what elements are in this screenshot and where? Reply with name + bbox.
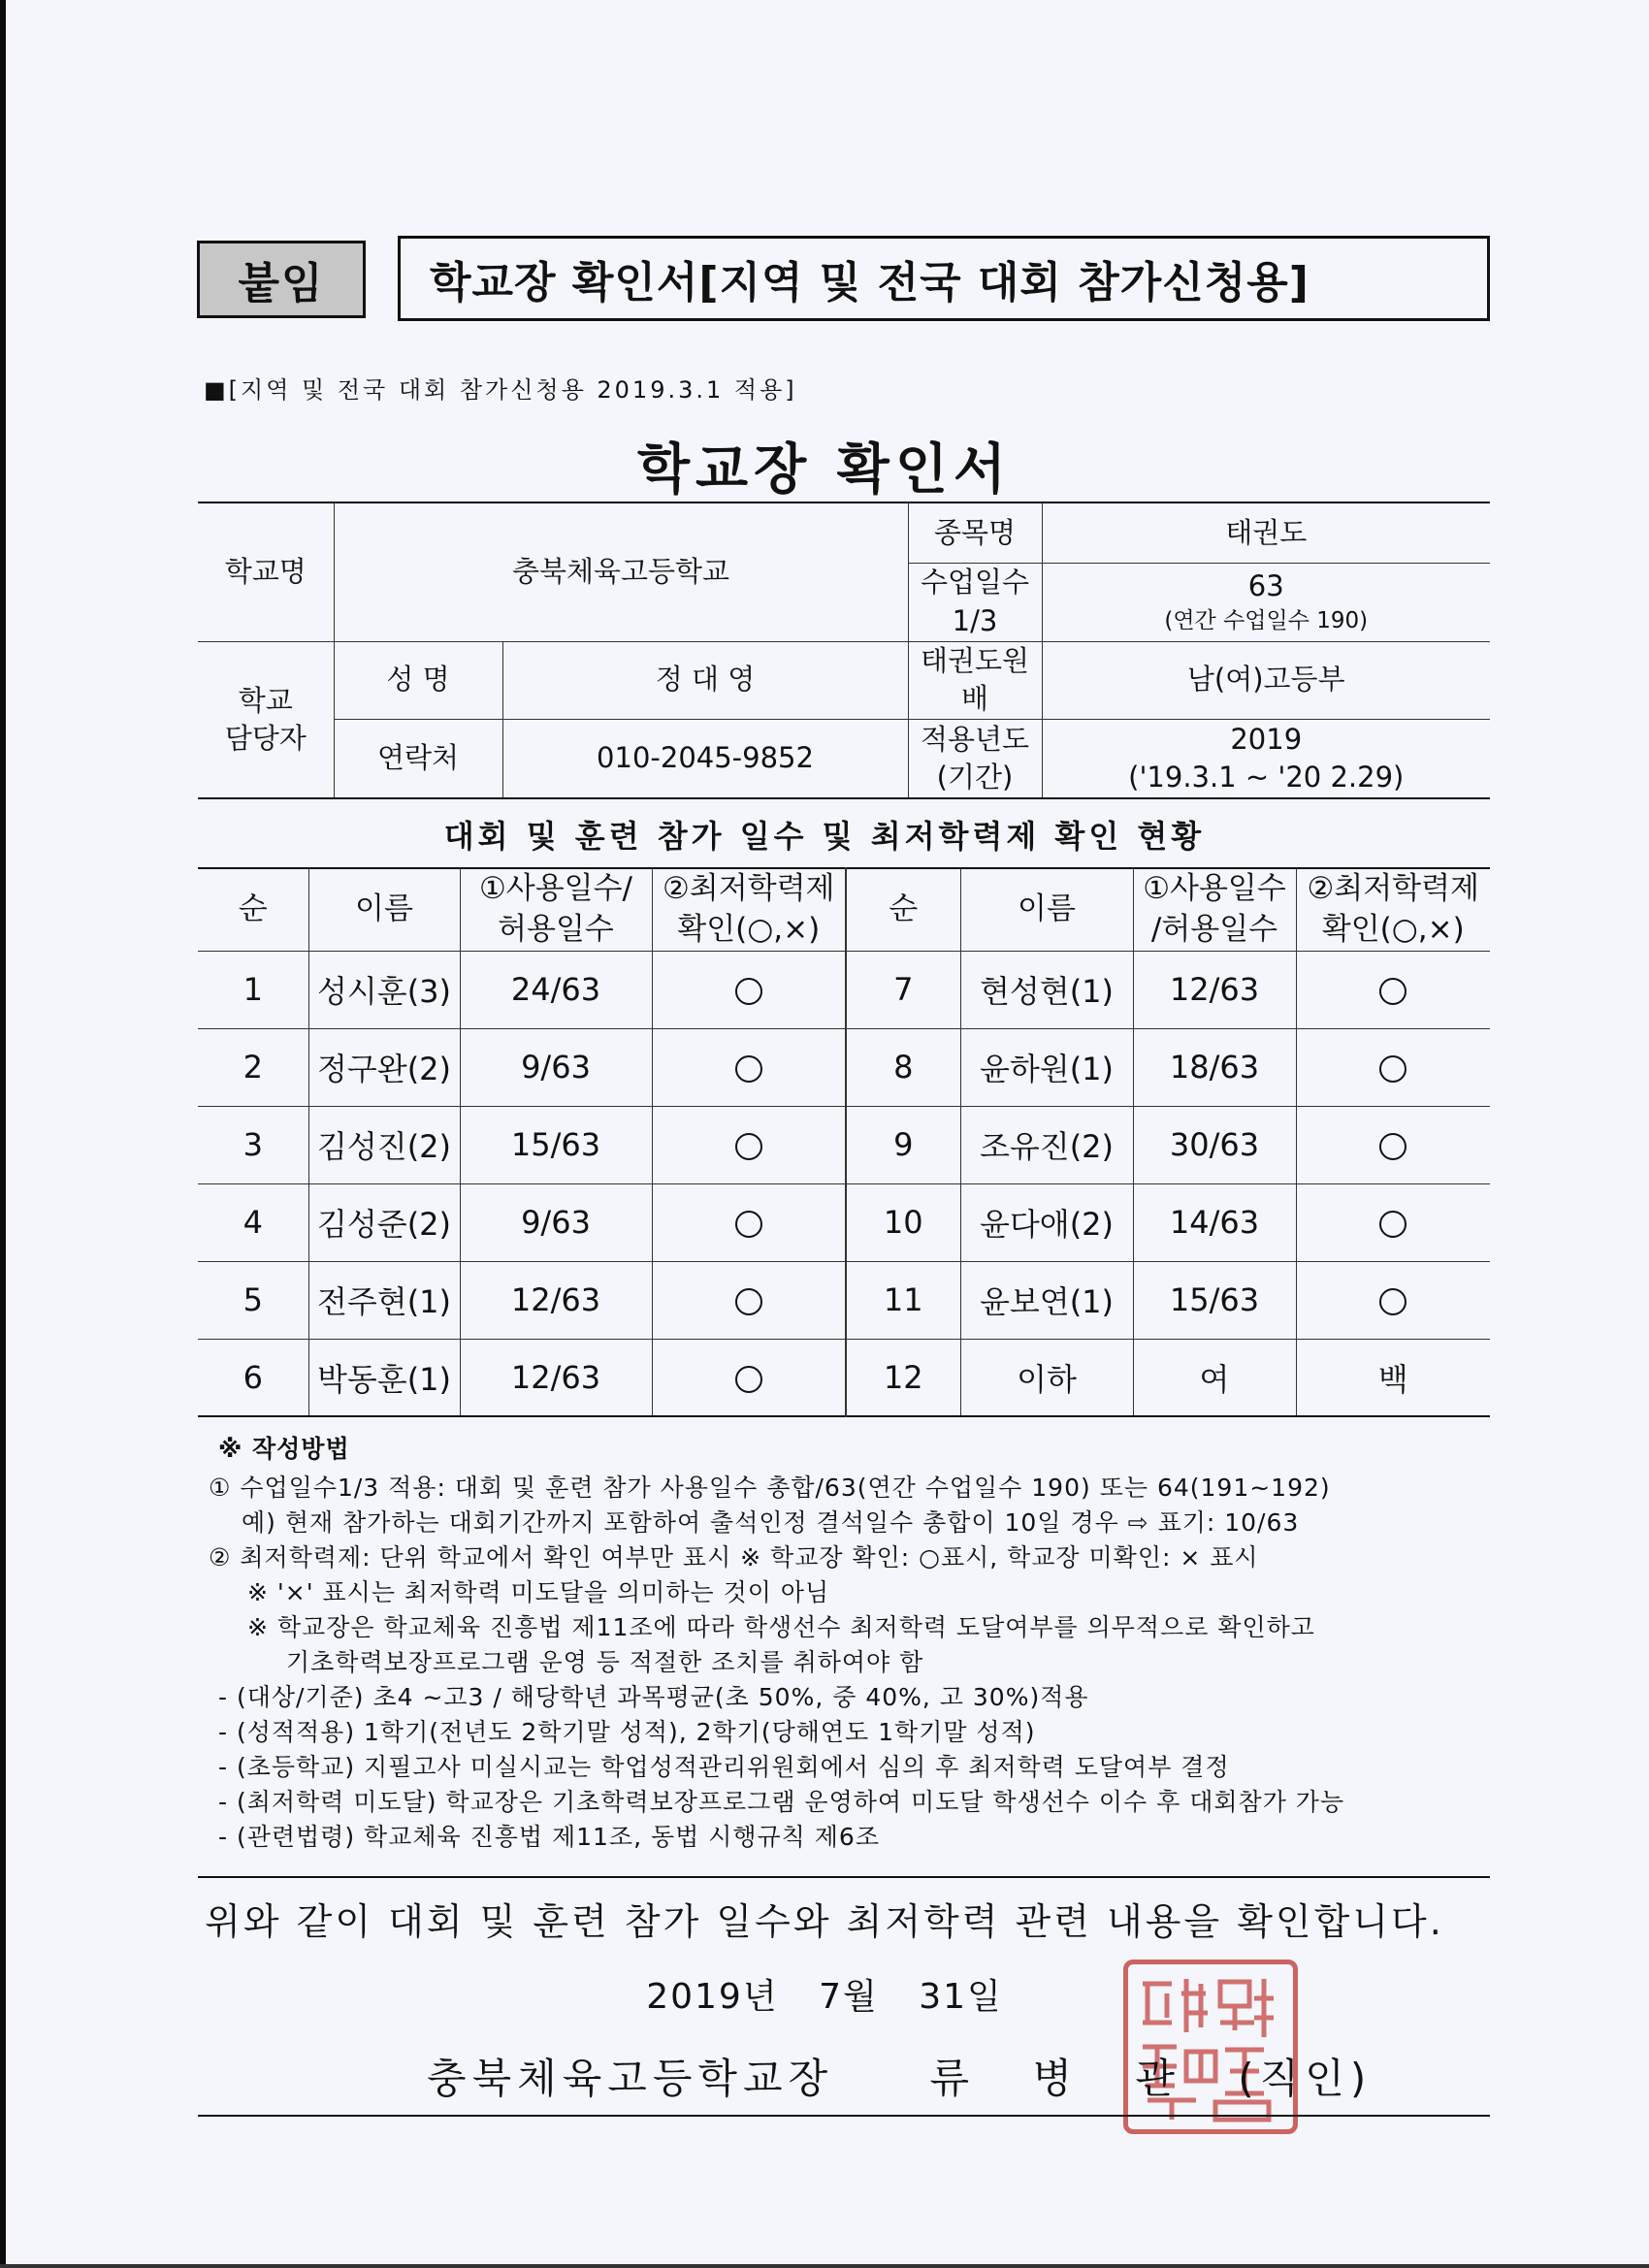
col-check-left	[652, 868, 846, 951]
instruction-line: - (초등학교) 지필고사 미실시교는 학업성적관리위원회에서 심의 후 최저학력 도달여부 결정	[218, 1753, 1230, 1781]
principal-title: 충북체육고등학교장	[427, 2055, 834, 2102]
table-row	[198, 1106, 1490, 1183]
applicability-note: ■[지역 및 전국 대회 참가신청용 2019.3.1 적용]	[204, 376, 797, 404]
confirmed-circle-icon	[735, 1288, 762, 1315]
row-days: 15/63	[460, 1106, 652, 1183]
row-no: 9	[846, 1106, 960, 1183]
instruction-line: ※ 학교장은 학교체육 진흥법 제11조에 따라 학생선수 최저학력 도달여부를 의무적으로 확인하고	[247, 1613, 1315, 1641]
row-days: 15/63	[1133, 1261, 1296, 1339]
table-row	[198, 951, 1490, 1028]
confirmed-circle-icon	[1379, 1055, 1406, 1083]
row-check	[652, 1261, 846, 1339]
row-no: 2	[198, 1028, 308, 1106]
class-days-label-line2: 1/3	[952, 603, 998, 637]
contact-label: 연락처	[334, 719, 502, 798]
row-check	[1296, 951, 1490, 1028]
page-title: 학교장 확인서	[636, 438, 1013, 502]
row-days: 14/63	[1133, 1183, 1296, 1261]
row-name: 성시훈(3)	[308, 951, 460, 1028]
date-day: 31일	[919, 1977, 1003, 2017]
row-name: 정구완(2)	[308, 1028, 460, 1106]
class-days-label-line1: 수업일수	[920, 566, 1030, 599]
row-no: 6	[198, 1339, 308, 1416]
row-days: 12/63	[460, 1339, 652, 1416]
row-name: 윤다애(2)	[960, 1183, 1133, 1261]
instruction-line: ② 최저학력제: 단위 학교에서 확인 여부만 표시 ※ 학교장 확인: ○표시, 학교장 미확인: × 표시	[209, 1543, 1259, 1571]
principal-name: 류 병 관	[929, 2055, 1200, 2102]
scan-edge-bottom	[0, 2264, 1649, 2268]
row-days: 9/63	[460, 1183, 652, 1261]
name-value: 정 대 영	[502, 641, 908, 719]
row-check	[1296, 1261, 1490, 1339]
document-title: 학교장 확인서[지역 및 전국 대회 참가신청용]	[430, 258, 1310, 308]
writing-instructions	[209, 1432, 1499, 1855]
year-label-line2: (기간)	[936, 760, 1014, 794]
col-name-right: 이름	[960, 868, 1133, 951]
school-info-table	[198, 502, 1490, 799]
confirmed-circle-icon	[1379, 1211, 1406, 1238]
table-row	[198, 1183, 1490, 1261]
date-month: 7월	[819, 1977, 879, 2017]
col-days-left-line1: ①사용일수/	[478, 871, 633, 906]
class-days-label	[908, 563, 1042, 641]
col-check-left-line1: ②최저학력제	[662, 871, 835, 906]
class-days-number: 63	[1247, 569, 1284, 603]
col-no-right: 순	[846, 868, 960, 951]
divider	[198, 1876, 1490, 1878]
seal-label: (직인)	[1238, 2055, 1373, 2102]
col-no-left: 순	[198, 868, 308, 951]
row-days: 12/63	[1133, 951, 1296, 1028]
row-days: 30/63	[1133, 1106, 1296, 1183]
row-days: 9/63	[460, 1028, 652, 1106]
row-check: 백	[1296, 1339, 1490, 1416]
bottom-divider	[198, 2115, 1490, 2117]
manager-label-line1: 학교	[238, 683, 293, 717]
row-check	[652, 1183, 846, 1261]
row-check	[1296, 1106, 1490, 1183]
class-days-note: (연간 수업일수 190)	[1164, 607, 1369, 633]
row-name: 김성진(2)	[308, 1106, 460, 1183]
instruction-line: - (대상/기준) 초4 ~고3 / 해당학년 과목평균(초 50%, 중 40%, 고 30%)적용	[218, 1683, 1089, 1711]
contact-value: 010-2045-9852	[502, 719, 908, 798]
col-days-right-line2: /허용일수	[1150, 911, 1278, 947]
roster-header-row	[198, 868, 1490, 951]
confirmed-circle-icon	[735, 978, 762, 1005]
year-period: ('19.3.1 ~ '20 2.29)	[1128, 760, 1405, 794]
attachment-tag-label: 붙임	[238, 259, 325, 308]
attachment-tag	[197, 241, 366, 318]
instruction-line: 기초학력보장프로그램 운영 등 적절한 조치를 취하여야 함	[286, 1648, 924, 1676]
signature-line	[427, 2047, 1372, 2105]
date-year: 2019년	[646, 1977, 779, 2017]
row-no: 8	[846, 1028, 960, 1106]
sport-label: 종목명	[908, 502, 1042, 563]
row-name: 이하	[960, 1339, 1133, 1416]
row-days: 여	[1133, 1339, 1296, 1416]
school-value: 충북체육고등학교	[334, 502, 908, 641]
year-value	[1042, 719, 1490, 798]
row-no: 10	[846, 1183, 960, 1261]
document-header	[197, 236, 1490, 321]
row-check	[652, 1028, 846, 1106]
confirmed-circle-icon	[735, 1366, 762, 1393]
year-label	[908, 719, 1042, 798]
sport-value: 태권도	[1042, 502, 1490, 563]
row-name: 조유진(2)	[960, 1106, 1133, 1183]
row-name: 현성현(1)	[960, 951, 1133, 1028]
confirmation-statement: 위와 같이 대회 및 훈련 참가 일수와 최저학력 관련 내용을 확인합니다.	[205, 1900, 1444, 1943]
table-row	[198, 1339, 1490, 1416]
roster-table	[198, 867, 1490, 1417]
school-label: 학교명	[198, 502, 334, 641]
instruction-line: ※ '×' 표시는 최저학력 미도달을 의미하는 것이 아님	[247, 1578, 830, 1606]
year-label-line1: 적용년도	[920, 722, 1030, 756]
col-days-right-line1: ①사용일수	[1143, 871, 1286, 906]
instruction-line: - (성적적용) 1학기(전년도 2학기말 성적), 2학기(당해연도 1학기말 성적)	[218, 1718, 1036, 1746]
instruction-line: - (최저학력 미도달) 학교장은 기초학력보장프로그램 운영하여 미도달 학생선수 이수 후 대회참가 가능	[218, 1788, 1345, 1816]
manager-label	[198, 641, 334, 798]
row-days: 12/63	[460, 1261, 652, 1339]
table-row	[198, 1261, 1490, 1339]
confirmed-circle-icon	[735, 1055, 762, 1083]
year-number: 2019	[1230, 722, 1303, 756]
class-days-value	[1042, 563, 1490, 641]
name-label: 성 명	[334, 641, 502, 719]
row-check	[652, 951, 846, 1028]
row-no: 7	[846, 951, 960, 1028]
division-label: 태권도원배	[908, 641, 1042, 719]
instruction-line: - (관련법령) 학교체육 진흥법 제11조, 동법 시행규칙 제6조	[218, 1823, 880, 1851]
row-check	[1296, 1183, 1490, 1261]
row-no: 3	[198, 1106, 308, 1183]
manager-label-line2: 담당자	[224, 721, 307, 755]
row-check	[1296, 1028, 1490, 1106]
col-name-left: 이름	[308, 868, 460, 951]
row-name: 김성준(2)	[308, 1183, 460, 1261]
col-days-right	[1133, 868, 1296, 951]
instructions-heading: ※ 작성방법	[218, 1435, 350, 1463]
instruction-line: 예) 현재 참가하는 대회기간까지 포함하여 출석인정 결석일수 총합이 10일 경우 ⇨ 표기: 10/63	[242, 1508, 1300, 1537]
row-no: 1	[198, 951, 308, 1028]
col-check-right-line2: 확인(○,×)	[1321, 911, 1465, 947]
row-name: 윤보연(1)	[960, 1261, 1133, 1339]
division-value: 남(여)고등부	[1042, 641, 1490, 719]
row-no: 5	[198, 1261, 308, 1339]
row-name: 전주현(1)	[308, 1261, 460, 1339]
row-no: 4	[198, 1183, 308, 1261]
confirmed-circle-icon	[735, 1211, 762, 1238]
row-days: 18/63	[1133, 1028, 1296, 1106]
row-check	[652, 1339, 846, 1416]
confirmed-circle-icon	[735, 1133, 762, 1160]
col-days-left	[460, 868, 652, 951]
issue-date	[0, 1969, 1649, 2019]
confirmed-circle-icon	[1379, 978, 1406, 1005]
col-days-left-line2: 허용일수	[498, 911, 614, 947]
row-name: 윤하원(1)	[960, 1028, 1133, 1106]
row-no: 12	[846, 1339, 960, 1416]
col-check-left-line2: 확인(○,×)	[677, 911, 821, 947]
col-check-right-line1: ②최저학력제	[1307, 871, 1480, 906]
row-days: 24/63	[460, 951, 652, 1028]
row-no: 11	[846, 1261, 960, 1339]
row-name: 박동훈(1)	[308, 1339, 460, 1416]
confirmed-circle-icon	[1379, 1288, 1406, 1315]
table-row	[198, 1028, 1490, 1106]
confirmed-circle-icon	[1379, 1133, 1406, 1160]
document-title-box	[398, 236, 1490, 321]
row-check	[652, 1106, 846, 1183]
col-check-right	[1296, 868, 1490, 951]
section-title: 대회 및 훈련 참가 일수 및 최저학력제 확인 현황	[443, 818, 1206, 855]
instruction-line: ① 수업일수1/3 적용: 대회 및 훈련 참가 사용일수 총합/63(연간 수업일수 190) 또는 64(191~192)	[209, 1474, 1331, 1502]
